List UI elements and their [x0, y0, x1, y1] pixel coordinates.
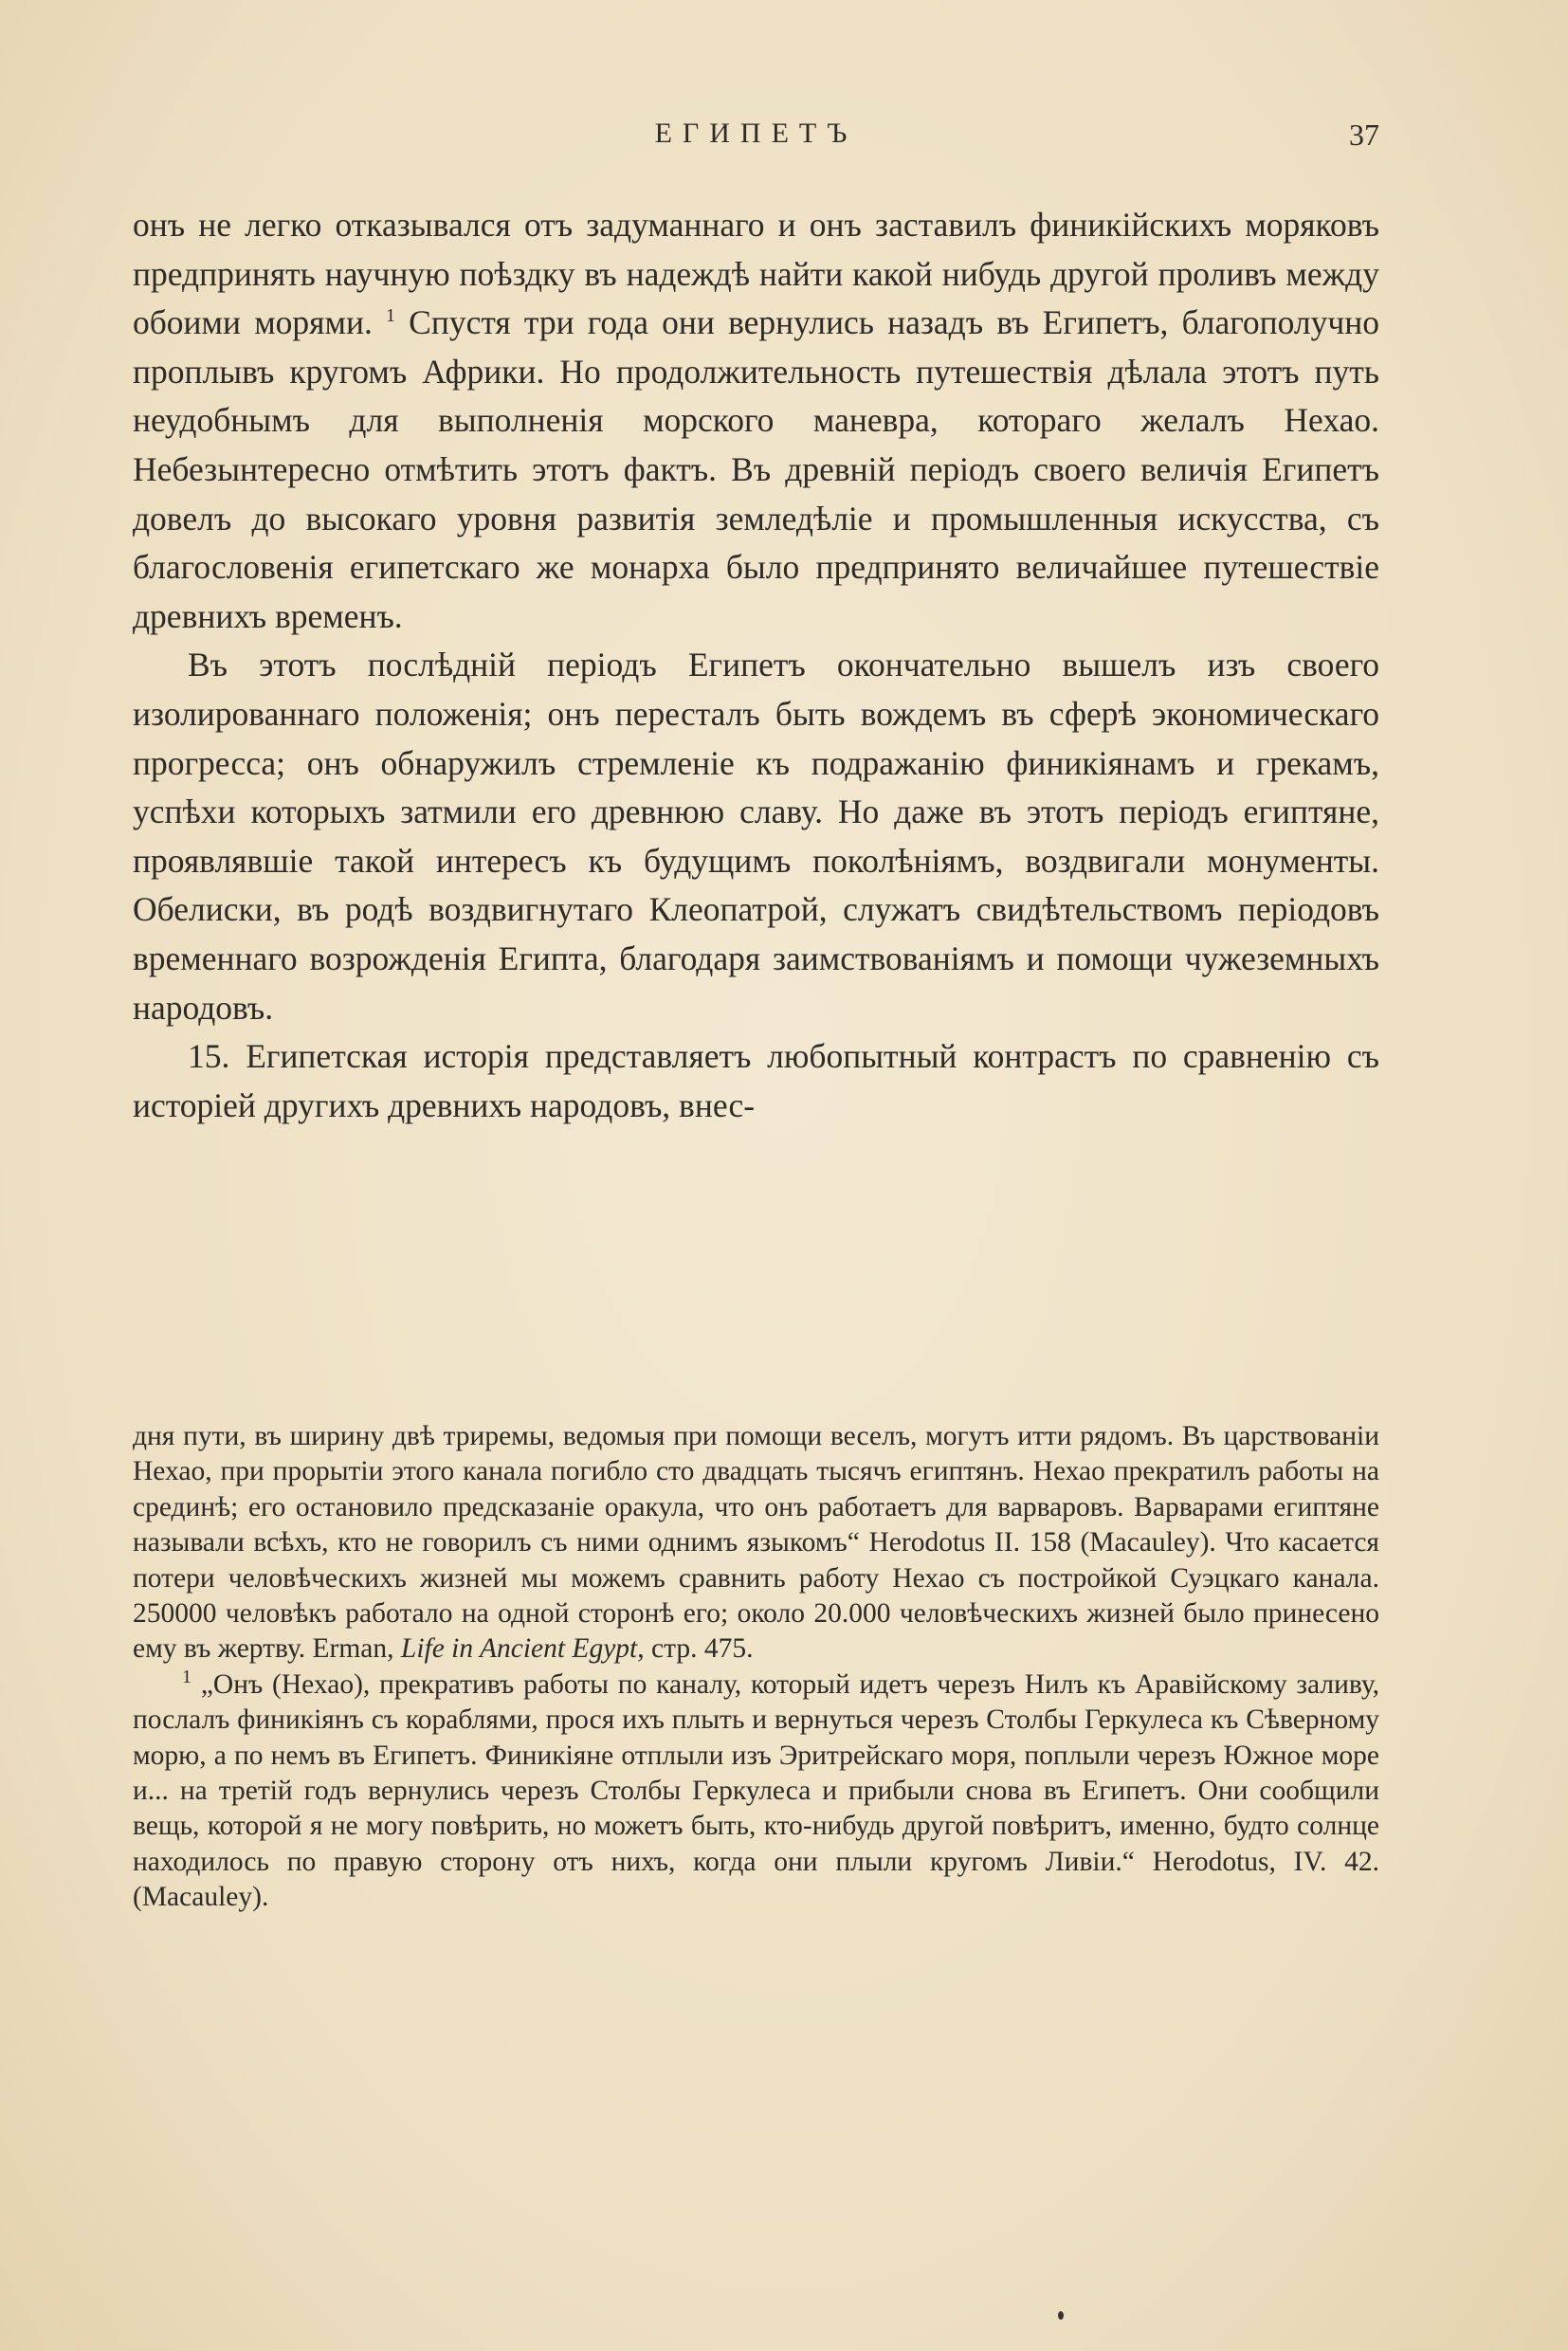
- paragraph-1: [133, 201, 1379, 641]
- main-text: [133, 201, 1379, 1130]
- footnote-mark-1: 1: [386, 305, 395, 327]
- footnote-continued: [133, 1419, 1379, 1668]
- footnotes: [133, 1419, 1379, 1916]
- footnote-continued-end: , стр. 475.: [637, 1633, 754, 1665]
- paragraph-1-part-2: Спустя три года они вернулись назадъ въ Египетъ, благополучно проплывъ кругомъ Африки. Но продолжительность путешествія дѣлала этотъ путь неудобнымъ для выполненія морского маневра, котораго желалъ Нехао. Небезынтересно отмѣтить этотъ фактъ. Въ древній періодъ своего величія Египетъ довелъ до высокаго уровня развитія земледѣліе и промышленныя искусства, съ благословенія египетскаго же монарха было предпринято величайшее путешествіе древнихъ временъ.: [133, 303, 1379, 635]
- paragraph-1-part-1: онъ не легко отказывался отъ задуманнаго и онъ заставилъ финикійскихъ моряковъ предпринять научную поѣздку въ надеждѣ найти какой нибудь другой проливъ между обоими морями.: [133, 206, 1379, 342]
- paragraph-3: 15. Египетская исторія представляетъ любопытный контрастъ по сравненію съ исторіей другихъ древнихъ народовъ, внес-: [133, 1037, 1379, 1124]
- book-title: Life in Ancient Egypt: [400, 1633, 638, 1665]
- footnote-1: [133, 1668, 1379, 1916]
- page-number: 37: [1349, 118, 1379, 152]
- footnote-1-mark: 1: [182, 1667, 191, 1688]
- footnote-continued-text: дня пути, въ ширину двѣ триремы, ведомыя при помощи веселъ, могутъ итти рядомъ. Въ царствованіи Нехао, при прорытіи этого канала погибло сто двадцать тысячъ египтянъ. Нехао прекратилъ работы на срединѣ; его остановило предсказаніе оракула, что онъ работаетъ для варваровъ. Варварами египтяне называли всѣхъ, кто не говорилъ съ ними однимъ языкомъ“ Herodotus II. 158 (Macauley). Что касается потери человѣческихъ жизней мы можемъ сравнить работу Нехао съ постройкой Суэцкаго канала. 250000 человѣкъ работало на одной сторонѣ его; около 20.000 человѣческихъ жизней было принесено ему въ жертву. Erman,: [133, 1421, 1379, 1665]
- ink-spot: [1058, 2311, 1064, 2320]
- footnote-1-text: „Онъ (Нехао), прекративъ работы по каналу, который идетъ черезъ Нилъ къ Аравійскому заливу, послалъ финикіянъ съ кораблями, прося ихъ плыть и вернуться черезъ Столбы Геркулеса къ Сѣверному морю, а по немъ въ Египетъ. Финикіяне отплыли изъ Эритрейскаго моря, поплыли черезъ Южное море и... на третій годъ вернулись черезъ Столбы Геркулеса и прибыли снова въ Египетъ. Они сообщили вещь, которой я не могу повѣрить, но можетъ быть, кто-нибудь другой повѣритъ, именно, будто солнце находилось по правую сторону отъ нихъ, когда они плыли кругомъ Ливіи.“ Herodotus, IV. 42. (Macauley).: [133, 1668, 1379, 1913]
- running-title: ЕГИПЕТЪ: [654, 118, 858, 149]
- paragraph-2: Въ этотъ послѣдній періодъ Египетъ окончательно вышелъ изъ своего изолированнаго положенія; онъ пересталъ быть вождемъ въ сферѣ экономическаго прогресса; онъ обнаружилъ стремленіе къ подражанію финикіянамъ и грекамъ, успѣхи которыхъ затмили его древнюю славу. Но даже въ этотъ періодъ египтяне, проявлявшіе такой интересъ къ будущимъ поколѣніямъ, воздвигали монументы. Обелиски, въ родѣ воздвигнутаго Клеопатрой, служатъ свидѣтельствомъ періодовъ временнаго возрожденія Египта, благодаря заимствованіямъ и помощи чужеземныхъ народовъ.: [133, 646, 1379, 1027]
- page-header: [133, 118, 1379, 159]
